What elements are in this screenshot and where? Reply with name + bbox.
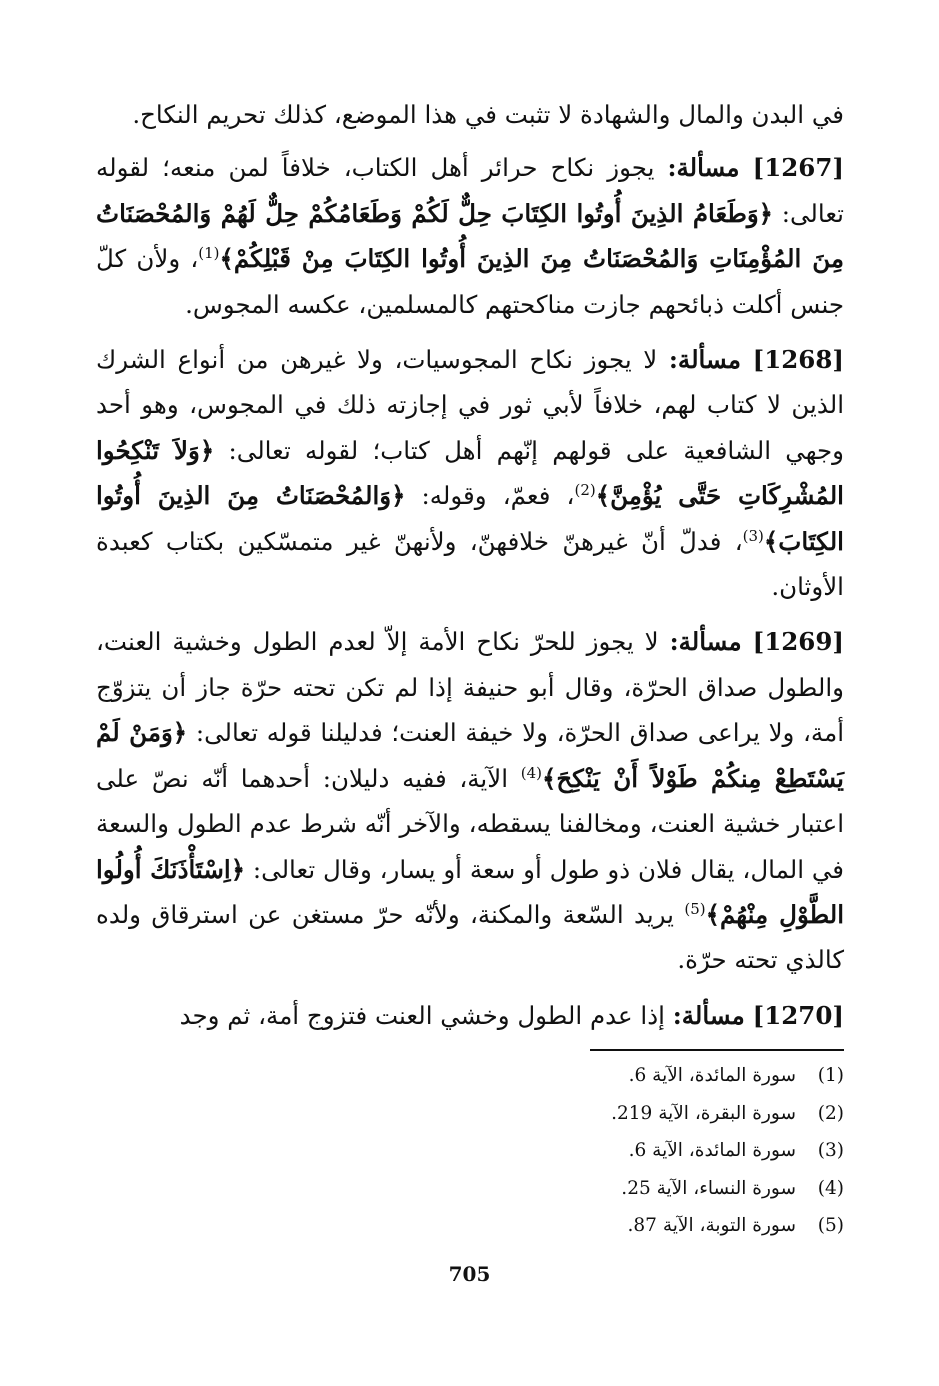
footnote-number: (5) [817,1215,844,1236]
footnote-text: سورة المائدة، الآية 6. [628,1065,796,1086]
issue-text: إذا عدم الطول وخشي العنت فتزوج أمة، ثم وجد [179,1000,665,1030]
issue-1267 [96,145,844,327]
footnotes-list [400,1057,844,1245]
footnote-ref: (4) [520,763,542,782]
issue-label: مسألة: [667,153,740,183]
issue-number: [1270] [752,1000,844,1030]
intro-paragraph: في البدن والمال والشهادة لا تثبت في هذا الموضع، كذلك تحريم النكاح. [132,100,844,129]
footnote-ref: (5) [684,899,706,918]
issue-text: ، فعمّ، وقوله: [421,481,575,511]
footnote-ref: (1) [198,244,220,263]
page-number: 705 [448,1262,491,1286]
issue-1269 [96,619,844,982]
main-text [96,92,844,1038]
footnote-ref: (2) [574,481,596,500]
quran-verse: ﴿وَالمُحْصَنَاتُ مِنَ الذِينَ أُوتُوا الكِتَابَ﴾ [96,481,844,556]
footnote-ref: (3) [742,526,764,545]
issue-text: ، ولأن كلّ جنس أكلت ذبائحهم جازت مناكحتهم كالمسلمين، عكسه المجوس. [96,244,844,319]
issue-number: [1267] [752,153,844,183]
quran-verse: ﴿وَلاَ تَنْكِحُوا المُشْرِكَاتِ حَتَّى يُؤْمِنَّ﴾ [96,435,844,511]
issue-number: [1268] [752,345,844,375]
footnote-text: سورة المائدة، الآية 6. [628,1140,796,1161]
issue-label: مسألة: [668,345,741,375]
issue-text: لا يجوز نكاح المجوسيات، ولا غيرهن من أنواع الشرك الذين لا كتاب لهم، خلافاً لأبي ثور في إجازته ذلك في المجوس، وهو أحد وجهي الشافعية على قولهم إنّهم أهل كتاب؛ لقوله تعالى: [96,345,844,465]
issue-number: [1269] [752,627,844,657]
issue-text: ، فدلّ أنّ غيرهنّ خلافهنّ، ولأنهنّ غير متمسّكين بكتاب كعبدة الأوثان. [96,526,844,602]
issue-1268 [96,337,844,609]
footnote-item [400,1057,844,1095]
footnote-number: (2) [817,1102,844,1124]
issue-text: لا يجوز للحرّ نكاح الأمة إلاّ لعدم الطول وخشية العنت، والطول صداق الحرّة، وقال أبو حنيفة إذا لم تكن تحته حرّة جاز أن يتزوّج أمة، ولا يراعى صداق الحرّة، ولا خيفة العنت؛ فدليلنا قوله تعالى: [96,627,844,748]
footnote-item [400,1132,844,1170]
quran-verse: ﴿اِسْتَأْذَنَكَ أُولُوا الطَّوْلِ مِنْهُمْ﴾ [96,854,845,929]
issue-text: الآية، ففيه دليلان: أحدهما أنّه نصّ على اعتبار خشية العنت، ومخالفنا يسقطه، والآخر أنّه شرط عدم الطول والسعة في المال، يقال فلان ذو طول أو سعة أو يسار، وقال تعالى: [96,763,844,884]
issue-text: يريد السّعة والمكنة، ولأنّه حرّ مستغن عن استرقاق ولده كالذي تحته حرّة. [96,899,844,975]
issue-1270 [96,993,844,1038]
issue-label: مسألة: [669,627,742,657]
footnote-text: سورة التوبة، الآية 87. [627,1215,796,1236]
footnote-number: (3) [817,1140,844,1161]
footnote-item [400,1095,844,1133]
footnote-number: (4) [817,1177,844,1199]
footnote-text: سورة النساء، الآية 25. [621,1177,796,1199]
issue-text: يجوز نكاح حرائر أهل الكتاب، خلافاً لمن منعه؛ لقوله تعالى: [96,153,844,228]
footnote-item [400,1170,844,1208]
issue-label: مسألة: [672,1000,745,1030]
footnote-text: سورة البقرة، الآية 219. [611,1102,796,1124]
footnote-divider [590,1049,844,1051]
footnote-item [400,1207,844,1245]
footnote-number: (1) [817,1065,844,1086]
quran-verse: ﴿وَمَنْ لَمْ يَسْتَطِعْ مِنكُمْ طَوْلاً أَنْ يَنْكِحَ﴾ [96,718,845,793]
quran-verse: ﴿وَطَعَامُ الذِينَ أُوتُوا الكِتَابَ حِلٌّ لَكُمْ وَطَعَامُكُمْ حِلٌّ لَهُمْ وَالمُحْصَنَاتُ مِنَ المُؤْمِنَاتِ وَالمُحْصَنَاتُ مِنَ الذِينَ أُوتُوا الكِتَابَ مِنْ قَبْلِكُمْ﴾ [96,198,844,274]
